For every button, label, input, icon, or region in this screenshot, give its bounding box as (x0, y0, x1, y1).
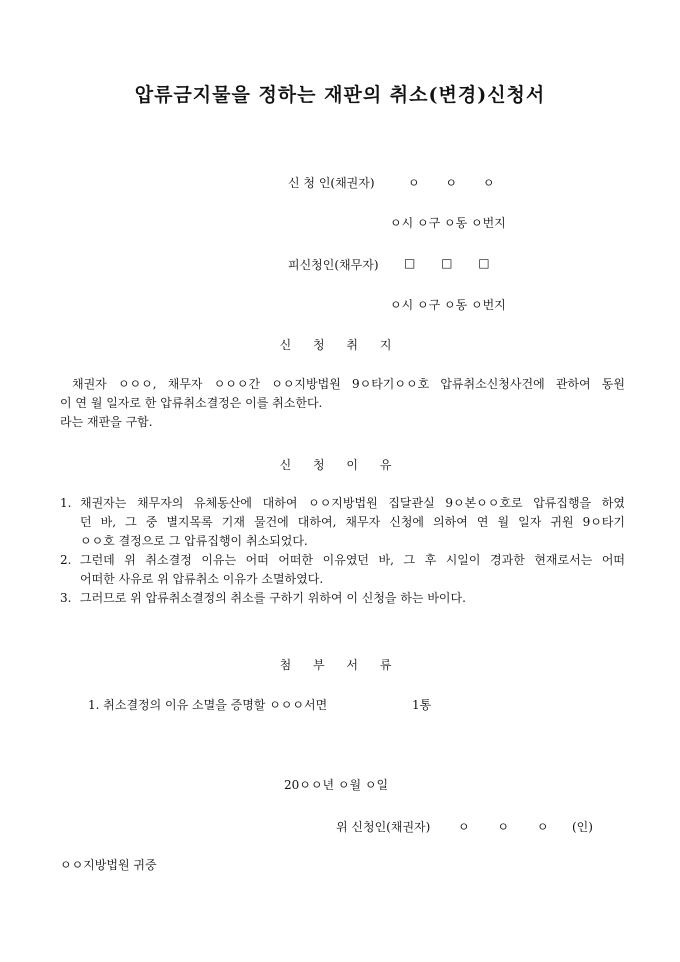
applicant-label: 신 청 인(채권자) (288, 176, 375, 190)
reason-line: 그러므로 위 압류취소결정의 취소를 구하기 위하여 이 신청을 하는 바이다. (80, 591, 466, 605)
signature-label: 위 신청인(채권자) (336, 820, 431, 834)
purpose-heading: 신 청 취 지 (279, 338, 401, 352)
respondent-name: □ □ □ (404, 256, 490, 270)
reason-line: ㅇㅇ호 결정으로 그 압류집행이 취소되었다. (80, 534, 308, 548)
reason-number: 1. (60, 496, 72, 510)
applicant-name: ㅇ ㅇ ㅇ (408, 176, 495, 190)
purpose-line-2: 이 연 월 일자로 한 압류취소결정은 이를 취소한다. (60, 396, 323, 410)
attachments-heading: 첨 부 서 류 (279, 658, 401, 672)
reason-line: 던 바, 그 중 별지목록 기재 물건에 대하여, 채무자 신청에 의하여 연 월 일자 귀원 9ㅇ타기 (80, 515, 625, 529)
attachment-item: 1. 취소결정의 이유 소멸을 증명할 ㅇㅇㅇ서면 (88, 698, 328, 712)
applicant-address: ㅇ시 ㅇ구 ㅇ동 ㅇ번지 (390, 216, 506, 230)
respondent-address: ㅇ시 ㅇ구 ㅇ동 ㅇ번지 (390, 298, 506, 312)
reason-line: 그런데 위 취소결정 이유는 어떠 어떠한 이유였던 바, 그 후 시일이 경과한 현재로서는 어떠 (80, 553, 625, 567)
document-date: 20ㅇㅇ년 ㅇ월 ㅇ일 (284, 778, 389, 792)
reason-number: 2. (60, 553, 72, 567)
purpose-line-1: 채권자 ㅇㅇㅇ, 채무자 ㅇㅇㅇ간 ㅇㅇ지방법원 9ㅇ타기ㅇㅇ호 압류취소신청사건에 관하여 동원 (72, 377, 625, 391)
reason-line: 채권자는 채무자의 유체동산에 대하여 ㅇㅇ지방법원 집달관실 9ㅇ본ㅇㅇ호로 압류집행을 하였 (80, 496, 625, 510)
signature-seal: (인) (572, 820, 593, 834)
reason-line: 어떠한 사유로 위 압류취소 이유가 소멸하였다. (80, 572, 324, 586)
reason-item (60, 589, 625, 608)
reason-item (60, 494, 625, 551)
signature-name: ㅇ ㅇ ㅇ (458, 820, 549, 834)
document-title: 압류금지물을 정하는 재판의 취소(변경)신청서 (134, 84, 546, 106)
respondent-label: 피신청인(채무자) (288, 258, 379, 272)
reason-item (60, 551, 625, 589)
reason-number: 3. (60, 591, 72, 605)
reasons-heading: 신 청 이 유 (279, 458, 401, 472)
reasons-list (60, 494, 625, 608)
addressee: ㅇㅇ지방법원 귀중 (60, 858, 157, 872)
attachment-count: 1통 (412, 698, 432, 712)
purpose-line-3: 라는 재판을 구함. (60, 415, 153, 429)
